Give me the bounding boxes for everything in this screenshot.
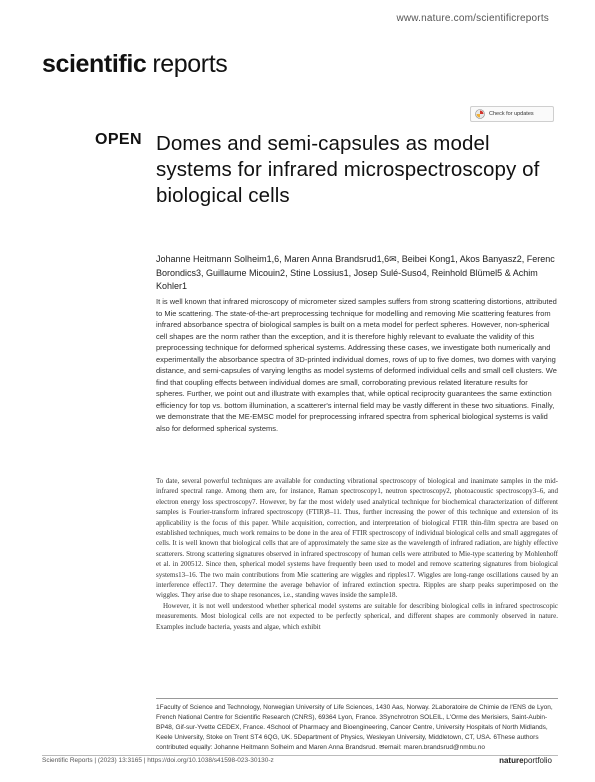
- journal-url[interactable]: www.nature.com/scientificreports: [396, 13, 549, 24]
- footer-citation[interactable]: Scientific Reports | (2023) 13:3165 | https://doi.org/10.1038/s41598-023-30130-z: [42, 757, 274, 764]
- author-list: Johanne Heitmann Solheim1,6, Maren Anna Brandsrud1,6✉, Beibei Kong1, Akos Banyasz2, Ferenc Borondics3, Guillaume Micouin2, Stine Lossius1, Josep Sulé-Suso4, Reinhold Blümel5 & Achim Kohler1: [156, 254, 555, 292]
- footnote-divider: [156, 698, 558, 699]
- footer-divider: [42, 755, 558, 756]
- article-title: Domes and semi-capsules as model systems for infrared microspectroscopy of biological cells: [156, 132, 540, 207]
- abstract: It is well known that infrared microscopy of micrometer sized samples suffers from strong scattering distortions, attributed to Mie scattering. The state-of-the-art preprocessing technique for modelling and removing Mie scattering features from infrared absorbance spectra of biological samples is built on a meta model for perfect spheres. However, non-spherical cell shapes are the norm rather than the exception, and it is therefore highly relevant to evaluate the validity of this preprocessing technique for deformed spherical systems. Addressing these cases, we investigate both numerically and experimentally the absorbance spectra of 3D-printed individual domes, rows of up to five domes, two domes with varying distance, and semi-capsules of varying lengths as model systems of deformed individual cells and small cell clusters. We find that coupling effects between individual domes are small, corroborating previous related literature results for spheres. Further, we point out and illustrate with examples that, while optical reciprocity guarantees the same extinction efficiency for top vs. bottom illumination, a scatterer's internal field may be vastly different in these two situations. Finally, we demonstrate that the ME-EMSC model for preprocessing infrared spectra from spherical biological systems is valid also for deformed spherical systems.: [156, 297, 557, 433]
- logo-bold-text: scientific: [42, 50, 147, 78]
- body-paragraph-1: To date, several powerful techniques are available for conducting vibrational spectroscopy of biological and inanimate samples in the mid-infrared spectral range. Among them are, for instance, Raman spectroscopy1, neutron spectroscopy2, photoacoustic spectroscopy3–6, and electron energy loss spectroscopy7. However, by far the most widely used analytical technique for biochemical characterization of different samples is Fourier-transform infrared spectroscopy (FTIR)8–11. Thus, further increasing the power of this technique and extension of its applicability is the focus of this paper. While acquisition, correction, and interpretation of biological FTIR thin-film spectra are based on established techniques, much work remains to be done in the area of FTIR spectroscopy of individual biological cells and small aggregates of cells. It is well known that biological cells that are of approximately the same size as the wavelength of infrared radiation, are highly effective scatterers. Strong scattering signatures observed in infrared spectroscopy of human cells were attributed to Mie-type scattering by Mohlenhoff et al. in 200512. Since then, spherical model systems have frequently been used to model and remove scattering signatures from biological systems13–16. The two main contributions from Mie scattering are wiggles and ripples17. Wiggles are long-range oscillations caused by an interference effect17. They determine the average behavior of infrared extinction spectra. Ripples are sharp peaks superimposed on the wiggles. They arise due to shape resonances, i.e., standing waves inside the sample18.: [156, 477, 558, 600]
- affiliations-footnote: 1Faculty of Science and Technology, Norwegian University of Life Sciences, 1430 Aas, Norway. 2Laboratoire de Chimie de l'ENS de Lyon, French National Centre for Scientific Research (CNRS), 69364 Lyon, France. 3Synchrotron SOLEIL, L'Orme des Merisiers, Saint-Aubin-BP48, Gif-sur-Yvette CEDEX, France. 4School of Pharmacy and Bioengineering, Cancer Centre, University Hospitals of North Midlands, Keele University, Stoke on Trent ST4 6QG, UK. 5Department of Physics, Wesleyan University, Middletown, CT, USA. 6These authors contributed equally: Johanne Heitmann Solheim and Maren Anna Brandsrud. ✉email: maren.brandsrud@nmbu.no: [156, 704, 553, 751]
- body-text: [156, 476, 558, 632]
- publisher-logo-bold: nature: [499, 756, 524, 765]
- publisher-logo-light: portfolio: [523, 756, 552, 765]
- crossmark-icon: [475, 109, 485, 119]
- body-paragraph-2: However, it is not well understood whether spherical model systems are suitable for describing biological cells in infrared spectroscopic measurements. Most biological cells are not expected to be perfectly spherical, and different shapes are commonly observed in nature. Examples include bacteria, yeasts and algae, which exhibit: [156, 601, 558, 631]
- open-access-label: OPEN: [95, 131, 142, 148]
- check-for-updates-label: Check for updates: [489, 111, 534, 117]
- publisher-logo: [499, 756, 552, 765]
- check-for-updates-button[interactable]: [470, 106, 554, 122]
- logo-light-text: reports: [152, 50, 228, 78]
- journal-logo: [42, 50, 227, 79]
